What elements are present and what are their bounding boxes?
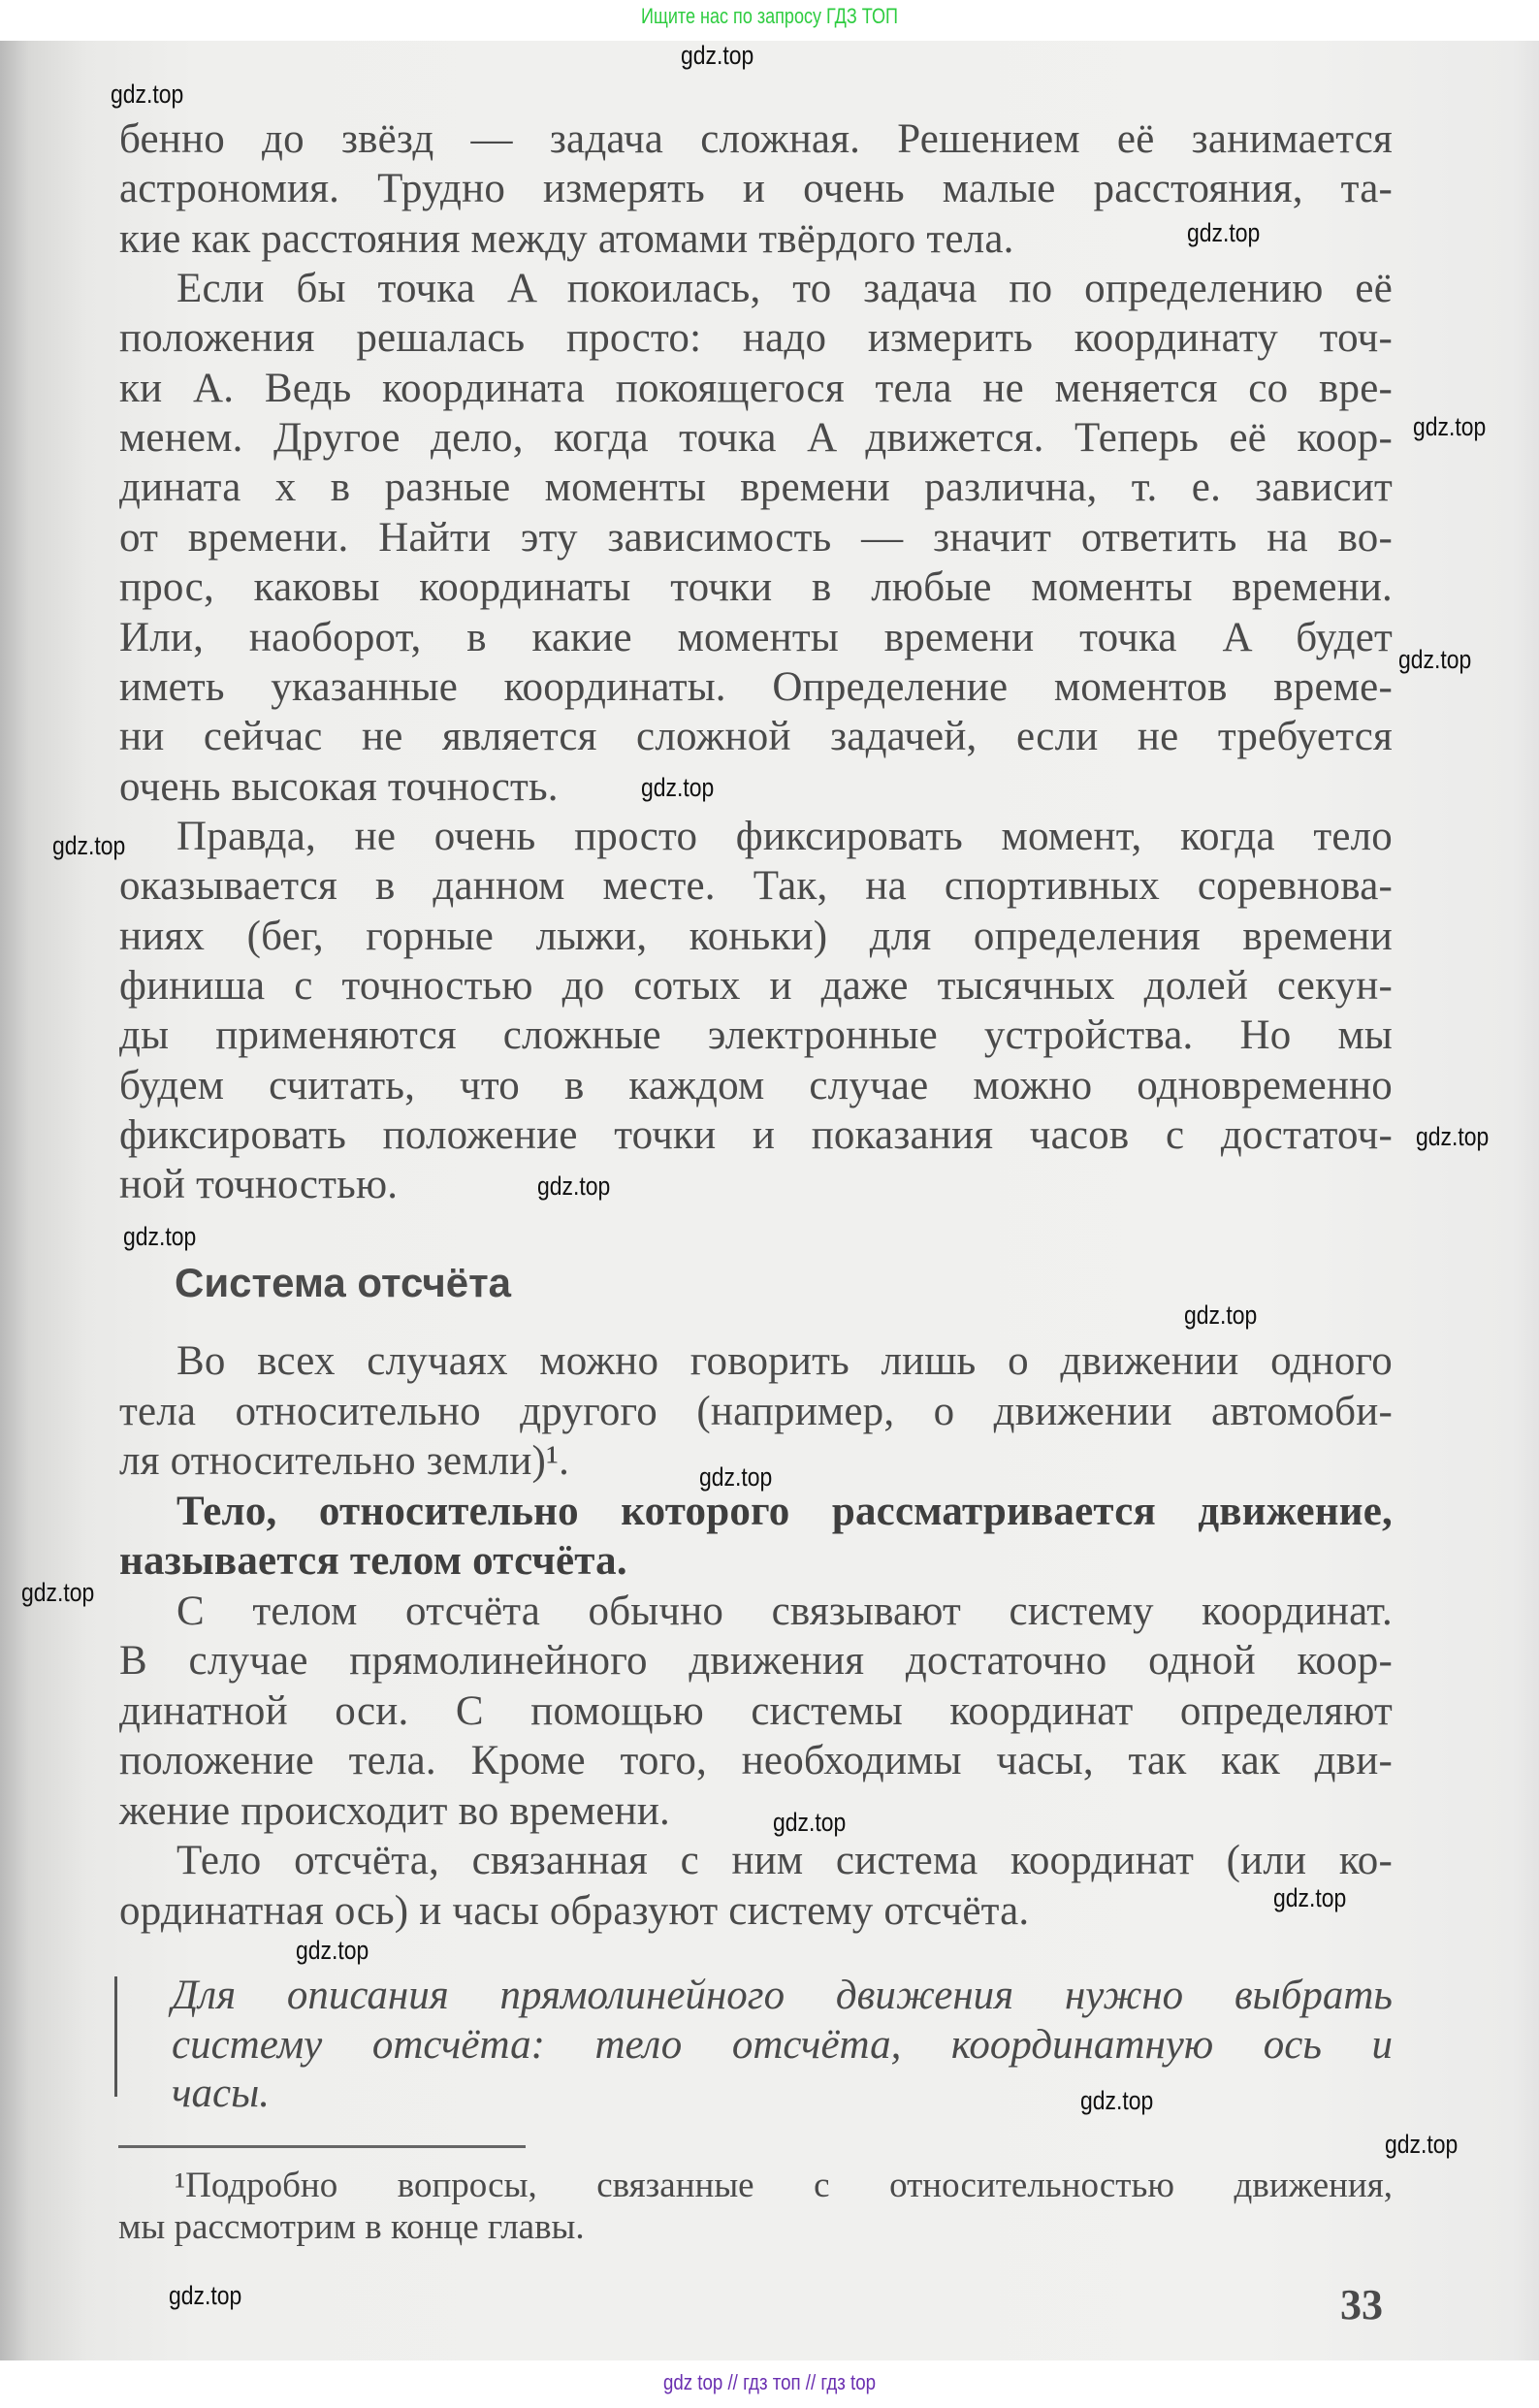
watermark-text: gdz.top — [537, 1172, 611, 1201]
text-line: фиксировать положение точки и показания часов с достаточ- — [119, 1112, 1393, 1158]
summary-line: Для описания прямолинейного движения нужно выбрать — [172, 1973, 1393, 2018]
text-line: жение происходит во времени. — [119, 1787, 671, 1834]
text-line: ни сейчас не является сложной задачей, если не требуется — [119, 714, 1393, 760]
text-line: Тело отсчёта, связанная с ним система координат (или ко- — [176, 1838, 1393, 1883]
watermark-text: gdz.top — [1080, 2086, 1154, 2115]
watermark-text: gdz.top — [641, 773, 715, 802]
summary-line: систему отсчёта: тело отсчёта, координатную ось и — [172, 2021, 1393, 2068]
text-line: ной точностью. — [119, 1162, 399, 1208]
page-number: 33 — [1340, 2281, 1383, 2328]
footnote-line: ¹Подробно вопросы, связанные с относительностью движения, — [175, 2166, 1393, 2205]
text-line: астрономия. Трудно измерять и очень малые расстояния, та- — [119, 166, 1393, 212]
textbook-page — [0, 41, 1539, 2360]
watermark-text: gdz.top — [123, 1222, 197, 1251]
watermark-text: gdz.top — [699, 1462, 773, 1492]
watermark-text: gdz.top — [1187, 218, 1261, 247]
text-line: положение тела. Кроме того, необходимы часы, так как дви- — [119, 1738, 1393, 1783]
text-line: иметь указанные координаты. Определение моментов време- — [119, 663, 1393, 710]
watermark-text: gdz.top — [1273, 1883, 1347, 1912]
footer-links[interactable]: gdz top // гдз топ // гдз top — [662, 2370, 877, 2394]
text-line: положения решалась просто: надо измерить координату точ- — [119, 315, 1393, 362]
text-line: ды применяются сложные электронные устройства. Но мы — [119, 1012, 1393, 1059]
text-line: будем считать, что в каждом случае можно одновременно — [119, 1062, 1393, 1108]
text-line: финиша с точностью до сотых и даже тысячных долей секун- — [119, 962, 1393, 1009]
text-line: Если бы точка A покоилась, то задача по определению её — [176, 266, 1393, 312]
text-line: Тело, относительно которого рассматривается движение, — [176, 1488, 1393, 1534]
watermark-text: gdz.top — [169, 2281, 242, 2310]
text-line: С телом отсчёта обычно связывают систему координат. — [176, 1588, 1393, 1634]
text-line: прос, каковы координаты точки в любые моменты времени. — [119, 564, 1393, 611]
watermark-text: gdz.top — [52, 831, 126, 860]
footnote-divider — [118, 2145, 526, 2148]
text-line: ниях (бег, горные лыжи, коньки) для определения времени — [119, 913, 1393, 959]
watermark-text: gdz.top — [773, 1808, 847, 1837]
text-line: очень высокая точность. — [119, 763, 559, 810]
watermark-text: gdz.top — [21, 1578, 95, 1607]
summary-line: часы. — [172, 2071, 270, 2117]
text-line: Во всех случаях можно говорить лишь о движении одного — [176, 1338, 1393, 1384]
text-line: динатной оси. С помощью системы координат определяют — [119, 1687, 1393, 1734]
text-line: оказывается в данном месте. Так, на спортивных соревнова- — [119, 863, 1393, 910]
text-line: В случае прямолинейного движения достаточно одной коор- — [119, 1638, 1393, 1684]
text-line: менем. Другое дело, когда точка A движется. Теперь её коор- — [119, 415, 1393, 462]
text-line: ординатная ось) и часы образуют систему отсчёта. — [119, 1887, 1030, 1934]
watermark-text: gdz.top — [1398, 645, 1472, 674]
text-line: тела относительно другого (например, о движении автомоби- — [119, 1388, 1393, 1434]
section-heading: Система отсчёта — [175, 1260, 511, 1305]
text-line: называется телом отсчёта. — [119, 1538, 627, 1584]
watermark-text: gdz.top — [296, 1936, 369, 1965]
footnote-line: мы рассмотрим в конце главы. — [118, 2207, 585, 2247]
summary-marker-bar — [114, 1976, 117, 2097]
watermark-text: gdz.top — [111, 80, 184, 109]
search-banner[interactable]: Ищите нас по запросу ГДЗ ТОП — [641, 4, 898, 28]
watermark-text: gdz.top — [1413, 412, 1487, 441]
watermark-text: gdz.top — [1416, 1122, 1490, 1151]
text-line: бенно до звёзд — задача сложная. Решением её занимается — [119, 116, 1393, 162]
text-line: дината x в разные моменты времени различна, т. е. зависит — [119, 465, 1393, 511]
watermark-text: gdz.top — [1385, 2130, 1459, 2159]
text-line: Правда, не очень просто фиксировать момент, когда тело — [176, 813, 1393, 859]
watermark-text: gdz.top — [1184, 1300, 1258, 1330]
text-line: от времени. Найти эту зависимость — значит ответить на во- — [119, 514, 1393, 561]
text-line: Или, наоборот, в какие моменты времени точка A будет — [119, 614, 1393, 660]
watermark-text: gdz.top — [681, 41, 754, 70]
text-line: ля относительно земли)¹. — [119, 1438, 570, 1484]
text-line: ки A. Ведь координата покоящегося тела не меняется со вре- — [119, 365, 1393, 411]
text-line: кие как расстояния между атомами твёрдого тела. — [119, 215, 1014, 262]
